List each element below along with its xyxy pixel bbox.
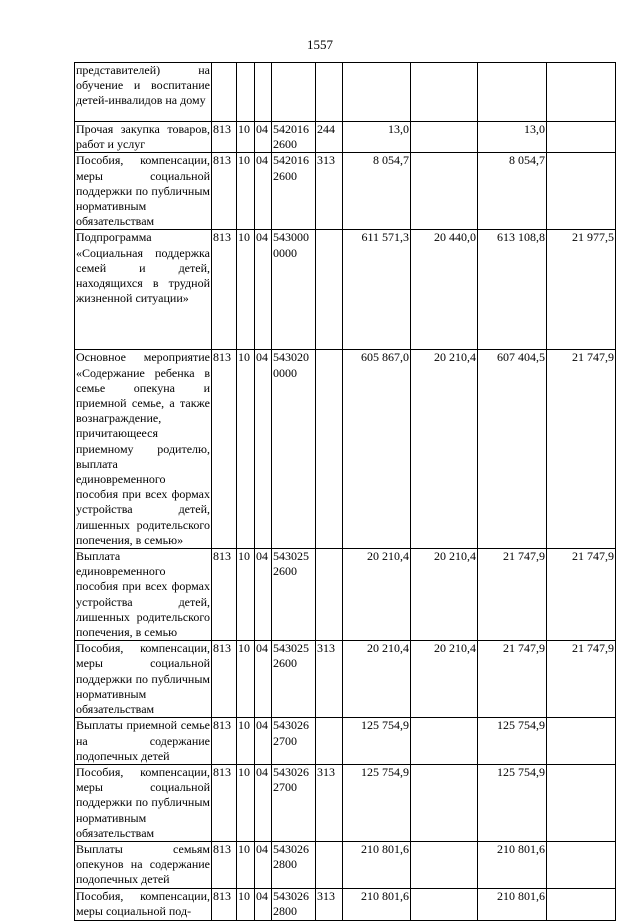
table-body — [75, 63, 616, 921]
amount-3-cell: 21 747,9 — [478, 549, 547, 641]
grbs-cell: 813 — [212, 350, 237, 549]
target-article-cell: 5430200000 — [272, 350, 316, 549]
section-cell: 10 — [237, 153, 255, 230]
subsection-cell: 04 — [255, 153, 272, 230]
table-row — [75, 718, 616, 765]
amount-3-cell — [478, 63, 547, 122]
table-row — [75, 764, 616, 841]
expense-type-cell — [316, 230, 343, 350]
section-cell: 10 — [237, 841, 255, 888]
amount-4-cell: 21 977,5 — [547, 230, 616, 350]
grbs-cell: 813 — [212, 549, 237, 641]
amount-4-cell: 21 747,9 — [547, 641, 616, 718]
amount-3-cell: 8 054,7 — [478, 153, 547, 230]
amount-3-cell: 13,0 — [478, 122, 547, 153]
target-article-cell: 5430000000 — [272, 230, 316, 350]
grbs-cell: 813 — [212, 764, 237, 841]
subsection-cell: 04 — [255, 549, 272, 641]
row-name-cell: Пособия, компенсации, меры социальной под- — [75, 888, 212, 920]
amount-1-cell: 125 754,9 — [343, 764, 411, 841]
amount-1-cell: 20 210,4 — [343, 549, 411, 641]
amount-4-cell: 21 747,9 — [547, 350, 616, 549]
section-cell: 10 — [237, 718, 255, 765]
table-row — [75, 841, 616, 888]
section-cell — [237, 63, 255, 122]
amount-1-cell: 13,0 — [343, 122, 411, 153]
amount-1-cell: 611 571,3 — [343, 230, 411, 350]
grbs-cell: 813 — [212, 641, 237, 718]
amount-3-cell: 21 747,9 — [478, 641, 547, 718]
target-article-cell: 5420162600 — [272, 122, 316, 153]
amount-3-cell: 125 754,9 — [478, 718, 547, 765]
amount-3-cell: 210 801,6 — [478, 888, 547, 920]
amount-1-cell: 210 801,6 — [343, 888, 411, 920]
section-cell: 10 — [237, 230, 255, 350]
grbs-cell: 813 — [212, 888, 237, 920]
amount-2-cell — [411, 122, 478, 153]
subsection-cell: 04 — [255, 764, 272, 841]
amount-4-cell — [547, 122, 616, 153]
budget-table — [74, 62, 616, 921]
subsection-cell: 04 — [255, 718, 272, 765]
row-name-cell: Пособия, компенсации, меры социальной поддержки по публичным нормативным обязательствам — [76, 641, 210, 717]
grbs-cell — [212, 63, 237, 122]
subsection-cell: 04 — [255, 841, 272, 888]
amount-3-cell: 125 754,9 — [478, 764, 547, 841]
amount-4-cell: 21 747,9 — [547, 549, 616, 641]
target-article-cell: 5430262800 — [272, 841, 316, 888]
expense-type-cell — [316, 718, 343, 765]
amount-4-cell — [547, 764, 616, 841]
amount-2-cell: 20 210,4 — [411, 641, 478, 718]
target-article-cell: 5430262700 — [272, 764, 316, 841]
page-number: 1557 — [307, 37, 333, 52]
target-article-cell: 5430262700 — [272, 718, 316, 765]
section-cell: 10 — [237, 549, 255, 641]
section-cell: 10 — [237, 641, 255, 718]
amount-1-cell: 125 754,9 — [343, 718, 411, 765]
subsection-cell: 04 — [255, 230, 272, 350]
grbs-cell: 813 — [212, 122, 237, 153]
amount-2-cell — [411, 888, 478, 920]
amount-2-cell — [411, 63, 478, 122]
amount-2-cell: 20 440,0 — [411, 230, 478, 350]
amount-2-cell: 20 210,4 — [411, 549, 478, 641]
expense-type-cell: 313 — [316, 764, 343, 841]
grbs-cell: 813 — [212, 230, 237, 350]
amount-2-cell — [411, 718, 478, 765]
expense-type-cell — [316, 549, 343, 641]
expense-type-cell: 313 — [316, 888, 343, 920]
section-cell: 10 — [237, 764, 255, 841]
table-row — [75, 350, 616, 549]
amount-4-cell — [547, 63, 616, 122]
expense-type-cell: 244 — [316, 122, 343, 153]
row-name-cell: Пособия, компенсации, меры социальной поддержки по публичным нормативным обязательствам — [76, 764, 210, 840]
row-name-cell: Подпрограмма «Социальная поддержка семей и детей, находящихся в трудной жизненной ситуации» — [75, 230, 212, 350]
amount-3-cell: 607 404,5 — [478, 350, 547, 549]
amount-3-cell: 210 801,6 — [478, 841, 547, 888]
amount-2-cell — [411, 841, 478, 888]
amount-2-cell — [411, 764, 478, 841]
expense-type-cell: 313 — [316, 641, 343, 718]
amount-1-cell — [343, 63, 411, 122]
row-name-cell: Выплаты семьям опекунов на содержание подопечных детей — [76, 841, 210, 887]
expense-type-cell: 313 — [316, 153, 343, 230]
table-row — [75, 153, 616, 230]
target-article-cell: 5430252600 — [272, 641, 316, 718]
table-row — [75, 230, 616, 350]
amount-4-cell — [547, 841, 616, 888]
section-cell: 10 — [237, 350, 255, 549]
amount-1-cell: 20 210,4 — [343, 641, 411, 718]
row-name-cell: представителей) на обучение и воспитание детей-инвалидов на дому — [75, 63, 212, 122]
row-name-cell: Пособия, компенсации, меры социальной поддержки по публичным нормативным обязательствам — [76, 153, 210, 229]
section-cell: 10 — [237, 888, 255, 920]
amount-4-cell — [547, 153, 616, 230]
table-row — [75, 122, 616, 153]
table-row — [75, 549, 616, 641]
subsection-cell: 04 — [255, 641, 272, 718]
grbs-cell: 813 — [212, 153, 237, 230]
table-row — [75, 888, 616, 920]
target-article-cell: 5430252600 — [272, 549, 316, 641]
target-article-cell: 5430262800 — [272, 888, 316, 920]
amount-4-cell — [547, 718, 616, 765]
amount-1-cell: 8 054,7 — [343, 153, 411, 230]
grbs-cell: 813 — [212, 841, 237, 888]
target-article-cell: 5420162600 — [272, 153, 316, 230]
row-name-cell: Основное мероприятие «Содержание ребенка в семье опекуна и приемной семье, а также вознаграждение, причитающееся приемному родителю, выплата единовременного пособия при всех формах устройства детей, лишенных родительского попечения, в семью» — [76, 350, 210, 547]
amount-2-cell: 20 210,4 — [411, 350, 478, 549]
amount-1-cell: 605 867,0 — [343, 350, 411, 549]
section-cell: 10 — [237, 122, 255, 153]
subsection-cell: 04 — [255, 122, 272, 153]
expense-type-cell — [316, 350, 343, 549]
expense-type-cell — [316, 63, 343, 122]
target-article-cell — [272, 63, 316, 122]
table-row — [75, 641, 616, 718]
amount-2-cell — [411, 153, 478, 230]
row-name-cell: Выплата единовременного пособия при всех формах устройства детей, лишенных родительского попечения, в семью — [76, 549, 210, 640]
subsection-cell: 04 — [255, 888, 272, 920]
table-row — [75, 63, 616, 122]
amount-1-cell: 210 801,6 — [343, 841, 411, 888]
subsection-cell: 04 — [255, 350, 272, 549]
grbs-cell: 813 — [212, 718, 237, 765]
amount-3-cell: 613 108,8 — [478, 230, 547, 350]
expense-type-cell — [316, 841, 343, 888]
row-name-cell: Прочая закупка товаров, работ и услуг — [76, 122, 210, 152]
amount-4-cell — [547, 888, 616, 920]
row-name-cell: Выплаты приемной семье на содержание подопечных детей — [76, 718, 210, 763]
subsection-cell — [255, 63, 272, 122]
